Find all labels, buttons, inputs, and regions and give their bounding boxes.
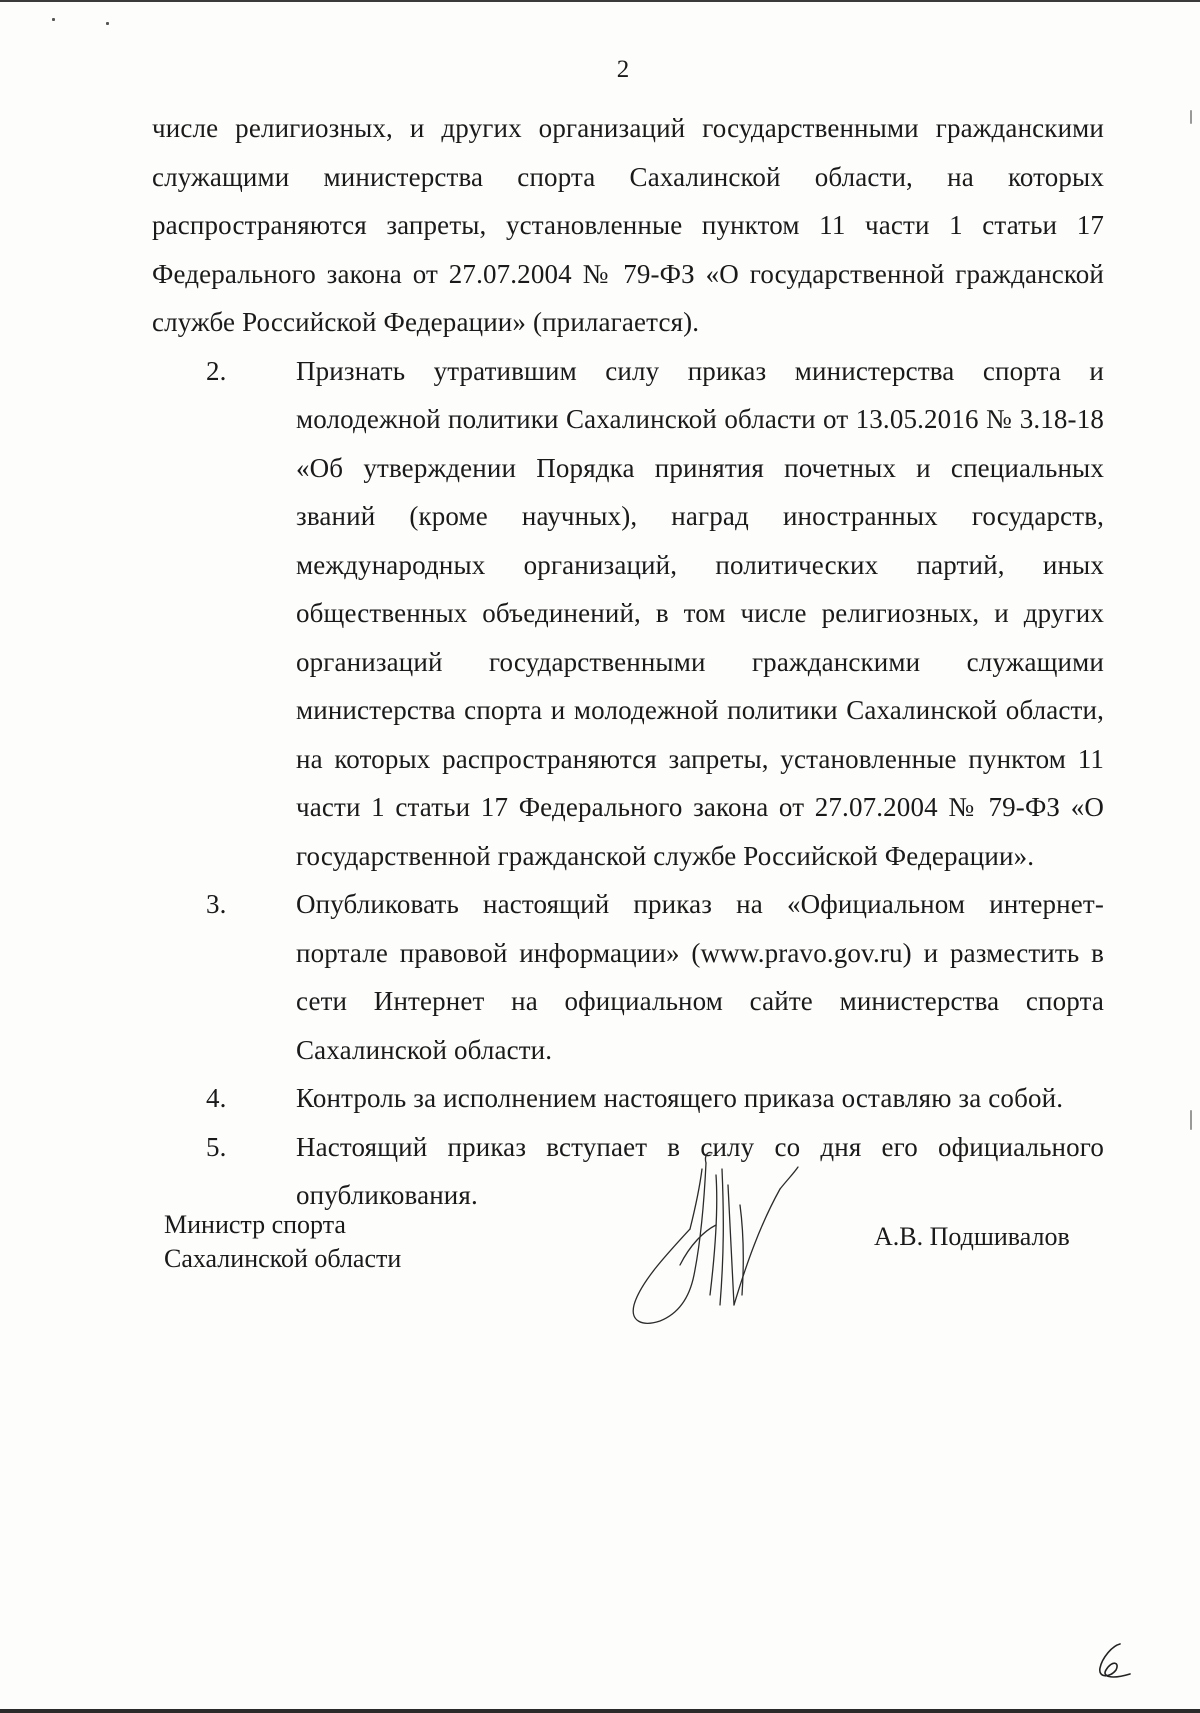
paragraph-2-number: 2. bbox=[206, 355, 227, 386]
paragraph-1-continuation: числе религиозных, и других организаций государственными гражданскими служащими министерства спорта Сахалинской области, на которых распространяются запреты, установленные пунктом 11 части 1 статьи 17 Федерального закона от 27.07.2004 № 79-ФЗ «О государственной гражданской службе Российской Федерации» (прилагается). bbox=[152, 113, 1104, 337]
paragraph-4 bbox=[152, 1074, 1104, 1123]
signatory-name: А.В. Подшивалов bbox=[874, 1222, 1070, 1251]
page-number: 2 bbox=[616, 56, 630, 83]
scan-speck bbox=[1190, 110, 1192, 124]
scan-speck bbox=[106, 22, 109, 25]
paragraph-3-number: 3. bbox=[206, 889, 227, 919]
paragraph-5-number: 5. bbox=[206, 1131, 227, 1162]
paragraph-2-text: Признать утратившим силу приказ министерства спорта и молодежной политики Сахалинской области от 13.05.2016 № 3.18-18 «Об утверждении Порядка принятия почетных и специальных званий (кроме научных), наград иностранных государств, международных организаций, политических партий, иных общественных объединений, в том числе религиозных, и других организаций государственными гражданскими служащими министерства спорта и молодежной политики Сахалинской области, на которых распространяются запреты, установленные пунктом 11 части 1 статьи 17 Федерального закона от 27.07.2004 № 79-ФЗ «О государственной гражданской службе Российской Федерации». bbox=[296, 355, 1104, 871]
scan-speck bbox=[52, 18, 55, 21]
paragraph-4-number: 4. bbox=[206, 1083, 227, 1113]
handwritten-signature bbox=[620, 1145, 820, 1335]
signatory-position-line-1: Министр спорта bbox=[164, 1210, 346, 1239]
paragraph-4-text: Контроль за исполнением настоящего приказа оставляю за собой. bbox=[296, 1083, 1064, 1113]
signatory-position bbox=[164, 1208, 401, 1276]
paragraph-2 bbox=[152, 347, 1104, 881]
signatory-position-line-2: Сахалинской области bbox=[164, 1244, 402, 1273]
paragraph-5-text: Настоящий приказ вступает в силу со дня его официального опубликования. bbox=[296, 1131, 1104, 1210]
scan-edge-top bbox=[0, 0, 1200, 2]
handwritten-page-mark bbox=[1090, 1640, 1138, 1682]
paragraph-3 bbox=[152, 880, 1104, 1074]
document-body bbox=[152, 104, 1104, 1220]
scan-speck bbox=[1190, 1110, 1192, 1130]
paragraph-3-text: Опубликовать настоящий приказ на «Официальном интернет-портале правовой информации» (www.pravo.gov.ru) и разместить в сети Интернет на официальном сайте министерства спорта Сахалинской области. bbox=[296, 889, 1104, 1065]
scan-edge-bottom bbox=[0, 1709, 1200, 1713]
